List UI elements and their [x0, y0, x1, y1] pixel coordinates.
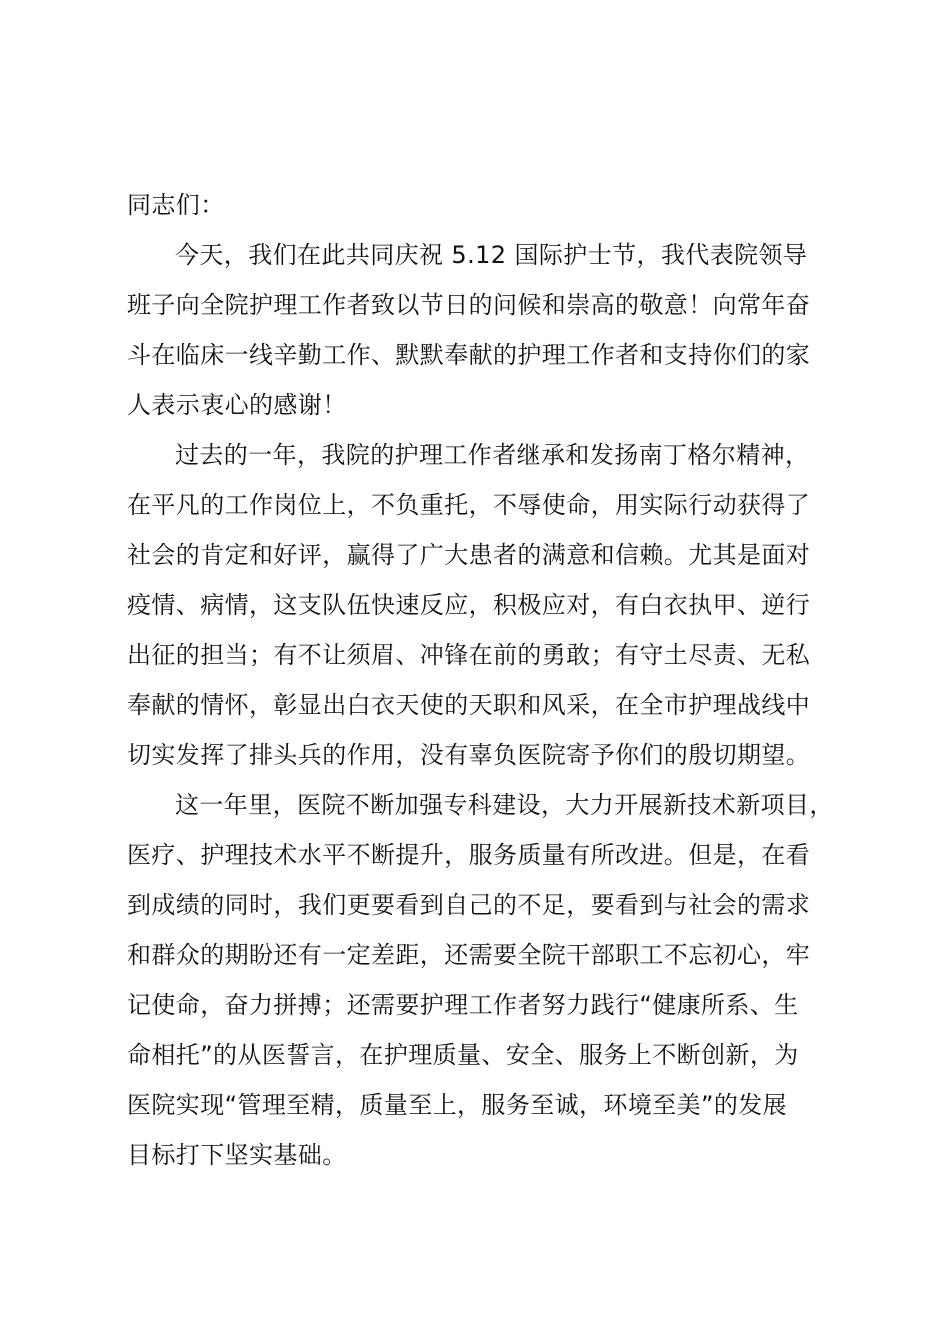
paragraph-1 — [127, 230, 847, 430]
speech-body — [127, 180, 847, 1180]
paragraph-line: 和群众的期盼还有一定差距，还需要全院干部职工不忘初心，牢 — [127, 941, 811, 969]
paragraph-line: 人表示衷心的感谢！ — [127, 391, 347, 419]
paragraph-line: 斗在临床一线辛勤工作、默默奉献的护理工作者和支持你们的家 — [127, 341, 811, 369]
paragraph-line: 班子向全院护理工作者致以节日的问候和崇高的敬意！向常年奋 — [127, 291, 811, 319]
paragraph-line: 社会的肯定和好评，赢得了广大患者的满意和信赖。尤其是面对 — [127, 541, 811, 569]
paragraph-line: 命相托”的从医誓言，在护理质量、安全、服务上不断创新，为 — [127, 1041, 799, 1069]
paragraph-line: 在平凡的工作岗位上，不负重托，不辱使命，用实际行动获得了 — [127, 491, 811, 519]
paragraph-line: 医院实现“管理至精，质量至上，服务至诚，环境至美”的发展 — [127, 1091, 788, 1119]
paragraph-line: 过去的一年，我院的护理工作者继承和发扬南丁格尔精神， — [175, 441, 810, 469]
paragraph-3 — [127, 780, 847, 1180]
paragraph-line: 这一年里，医院不断加强专科建设，大力开展新技术新项目， — [175, 791, 834, 819]
paragraph-line: 奉献的情怀，彰显出白衣天使的天职和风采，在全市护理战线中 — [127, 691, 811, 719]
paragraph-line: 出征的担当；有不让须眉、冲锋在前的勇敢；有守土尽责、无私 — [127, 641, 811, 669]
paragraph-2 — [127, 430, 847, 780]
paragraph-line: 切实发挥了排头兵的作用，没有辜负医院寄予你们的殷切期望。 — [127, 741, 811, 769]
paragraph-line: 到成绩的同时，我们更要看到自己的不足，要看到与社会的需求 — [127, 891, 811, 919]
salutation: 同志们： — [127, 191, 225, 219]
paragraph-line: 疫情、病情，这支队伍快速反应，积极应对，有白衣执甲、逆行 — [127, 591, 811, 619]
paragraph-line: 今天，我们在此共同庆祝 5.12 国际护士节，我代表院领导 — [175, 241, 808, 269]
paragraph-line: 医疗、护理技术水平不断提升，服务质量有所改进。但是，在看 — [127, 841, 811, 869]
paragraph-line: 目标打下坚实基础。 — [127, 1141, 347, 1169]
paragraph-line: 记使命，奋力拼搏；还需要护理工作者努力践行“健康所系、生 — [127, 991, 799, 1019]
